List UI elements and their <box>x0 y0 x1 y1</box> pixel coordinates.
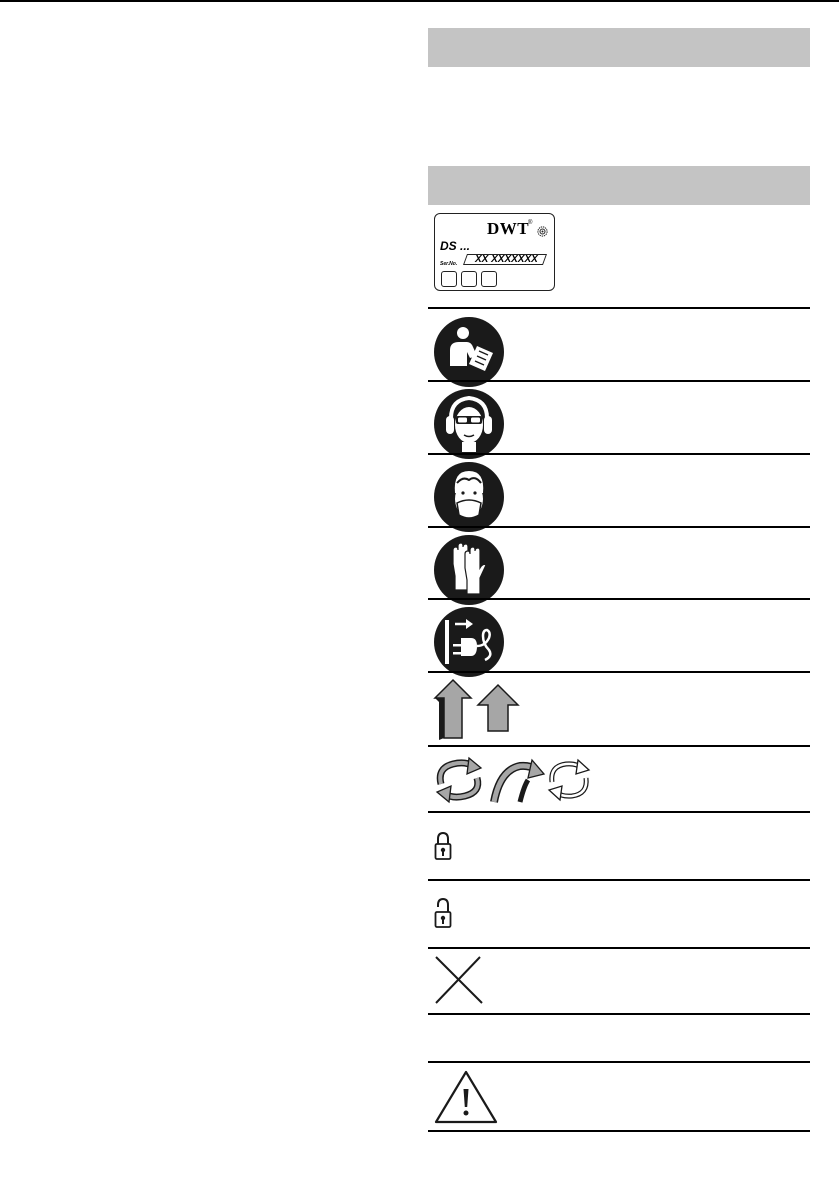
top-rule <box>0 0 839 2</box>
turn-arrow-icon <box>490 756 546 806</box>
rotation-icon <box>433 756 485 804</box>
plate-box <box>461 271 477 287</box>
plate-box <box>481 271 497 287</box>
row-divider <box>428 526 810 528</box>
row-divider <box>428 453 810 455</box>
read-manual-icon <box>433 316 505 388</box>
row-divider <box>428 671 810 673</box>
dust-mask-icon <box>433 461 505 533</box>
section-header-bar-2 <box>428 166 810 205</box>
nameplate-brand: DWT <box>487 219 530 238</box>
row-divider <box>428 307 810 309</box>
gear-icon <box>537 224 548 242</box>
row-divider <box>428 1013 810 1015</box>
nameplate-serial: XX XXXXXXX <box>475 254 538 265</box>
row-divider <box>428 1130 810 1132</box>
row-divider <box>428 879 810 881</box>
eye-ear-protection-icon <box>433 388 505 460</box>
unplug-icon <box>433 606 505 678</box>
row-divider <box>428 380 810 382</box>
nameplate-registered-mark: ® <box>528 220 533 226</box>
arrow-up-icon <box>476 683 520 733</box>
nameplate-model: DS ... <box>440 239 471 253</box>
arrow-up-3d-icon <box>433 678 473 740</box>
nameplate-serial-label: Ser.No. <box>440 261 458 267</box>
warning-triangle-icon <box>434 1069 498 1125</box>
row-divider <box>428 1061 810 1063</box>
plate-box <box>441 271 457 287</box>
row-divider <box>428 811 810 813</box>
unlock-icon <box>434 897 452 929</box>
cross-icon <box>434 955 486 1005</box>
row-divider <box>428 745 810 747</box>
section-header-bar-1 <box>428 28 810 67</box>
lock-icon <box>434 831 452 861</box>
row-divider <box>428 947 810 949</box>
row-divider <box>428 598 810 600</box>
rotation-outline-icon <box>546 756 592 804</box>
gloves-icon <box>433 534 505 606</box>
nameplate <box>434 213 555 291</box>
